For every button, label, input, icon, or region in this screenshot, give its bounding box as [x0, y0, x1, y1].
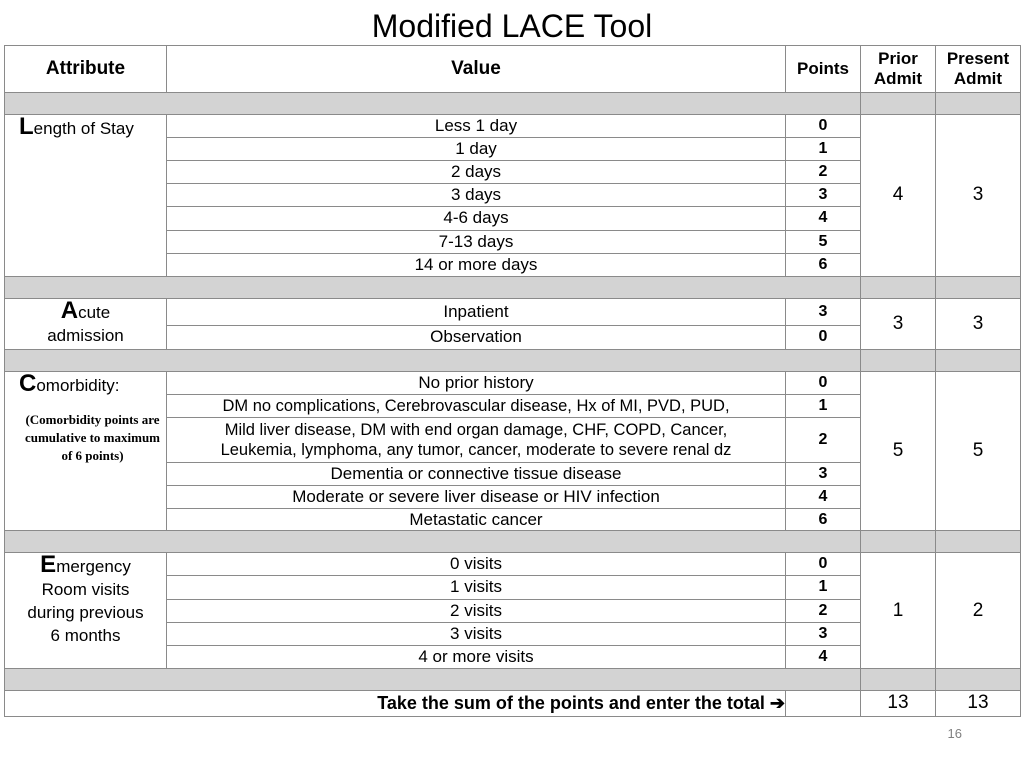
comorbidity-note: (Comorbidity points are cumulative to maximum of 6 points) [24, 411, 161, 463]
value-cell: 1 day [167, 138, 786, 161]
value-cell: No prior history [167, 371, 786, 394]
table-row [5, 115, 1021, 138]
header-row [5, 46, 1021, 93]
points-cell: 2 [786, 418, 861, 463]
value-cell: DM no complications, Cerebrovascular disease, Hx of MI, PVD, PUD, [167, 394, 786, 417]
present-admit-score: 3 [936, 115, 1021, 276]
points-cell: 0 [786, 325, 861, 349]
points-cell: 0 [786, 115, 861, 138]
value-cell: 14 or more days [167, 253, 786, 276]
value-cell: Dementia or connective tissue disease [167, 463, 786, 486]
value-cell: 1 visits [167, 576, 786, 599]
value-cell: 3 days [167, 184, 786, 207]
points-cell: 3 [786, 622, 861, 645]
value-header: Value [167, 46, 786, 93]
total-row [5, 690, 1021, 716]
points-cell: 1 [786, 394, 861, 417]
value-cell: 4-6 days [167, 207, 786, 230]
table-row [5, 371, 1021, 394]
points-cell: 3 [786, 463, 861, 486]
points-cell: 2 [786, 599, 861, 622]
points-cell: 3 [786, 184, 861, 207]
present-admit-score: 5 [936, 371, 1021, 530]
page-number: 16 [947, 726, 962, 741]
value-cell: Moderate or severe liver disease or HIV infection [167, 486, 786, 509]
slide-title: Modified LACE Tool [371, 8, 653, 44]
attribute-emergency-visits: Emergency Room visits during previous 6 months [5, 553, 167, 668]
table-row [5, 553, 1021, 576]
points-cell: 4 [786, 645, 861, 668]
separator-row [5, 276, 1021, 298]
prior-admit-score: 3 [861, 298, 936, 349]
value-cell: 4 or more visits [167, 645, 786, 668]
points-cell: 0 [786, 553, 861, 576]
points-cell: 2 [786, 161, 861, 184]
prior-admit-score: 5 [861, 371, 936, 530]
points-cell: 6 [786, 509, 861, 531]
prior-admit-total: 13 [861, 690, 936, 716]
prior-admit-score: 4 [861, 115, 936, 276]
value-cell: 2 visits [167, 599, 786, 622]
separator-row [5, 349, 1021, 371]
points-cell: 3 [786, 298, 861, 325]
present-admit-header: Present Admit [936, 46, 1021, 93]
separator-row [5, 668, 1021, 690]
total-points-cell [786, 690, 861, 716]
prior-admit-header: Prior Admit [861, 46, 936, 93]
attribute-header: Attribute [5, 46, 167, 93]
value-cell: 3 visits [167, 622, 786, 645]
value-cell: Metastatic cancer [167, 509, 786, 531]
attribute-acute-admission: Acute admission [5, 298, 167, 349]
points-cell: 1 [786, 576, 861, 599]
value-cell: 7-13 days [167, 230, 786, 253]
table-row [5, 298, 1021, 325]
present-admit-total: 13 [936, 690, 1021, 716]
points-cell: 4 [786, 486, 861, 509]
attribute-length-of-stay: Length of Stay [5, 115, 167, 276]
points-header: Points [786, 46, 861, 93]
arrow-right-icon: ➔ [769, 692, 785, 713]
prior-admit-score: 1 [861, 553, 936, 668]
value-cell: 2 days [167, 161, 786, 184]
points-cell: 6 [786, 253, 861, 276]
present-admit-score: 2 [936, 553, 1021, 668]
lace-table [4, 45, 1021, 717]
value-cell: Less 1 day [167, 115, 786, 138]
separator-row [5, 531, 1021, 553]
total-label: Take the sum of the points and enter the total ➔ [5, 690, 786, 716]
value-cell: 0 visits [167, 553, 786, 576]
points-cell: 5 [786, 230, 861, 253]
separator-row [5, 93, 1021, 115]
value-cell: Mild liver disease, DM with end organ damage, CHF, COPD, Cancer, Leukemia, lymphoma, any tumor, cancer, moderate to severe renal dz [167, 418, 786, 463]
points-cell: 0 [786, 371, 861, 394]
present-admit-score: 3 [936, 298, 1021, 349]
points-cell: 4 [786, 207, 861, 230]
points-cell: 1 [786, 138, 861, 161]
attribute-comorbidity: Comorbidity: (Comorbidity points are cumulative to maximum of 6 points) [5, 371, 167, 530]
value-cell: Inpatient [167, 298, 786, 325]
value-cell: Observation [167, 325, 786, 349]
